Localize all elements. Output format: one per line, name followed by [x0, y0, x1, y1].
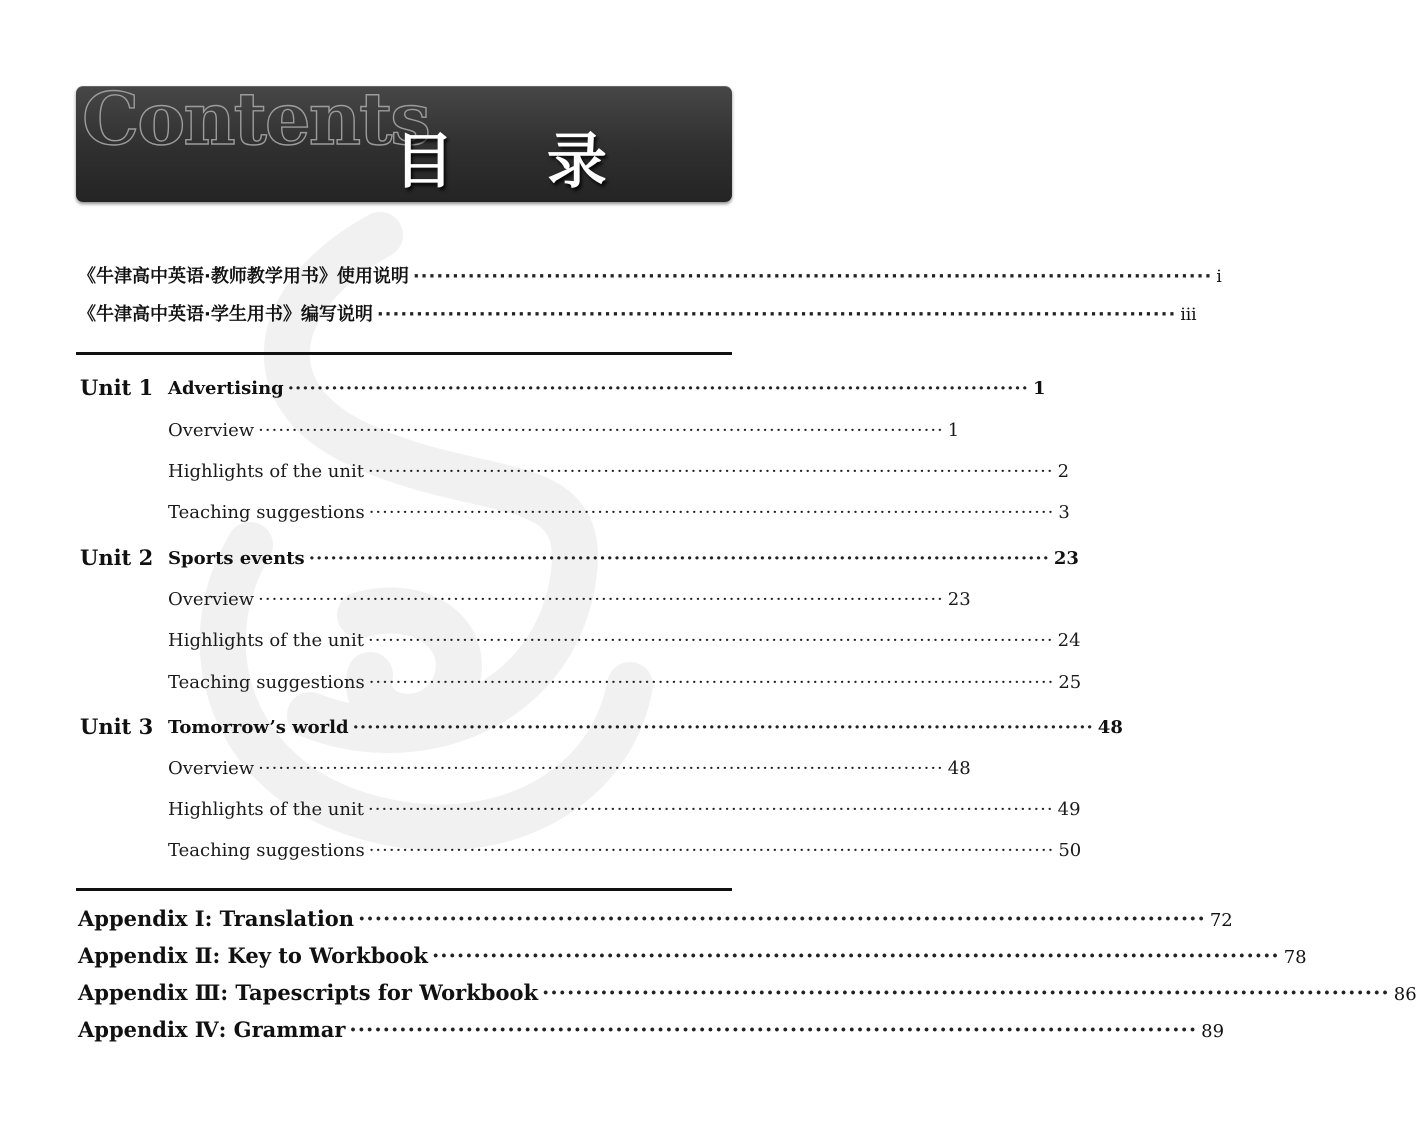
toc-entry-unit-3[interactable]	[168, 717, 1123, 738]
toc-entry-page: 25	[1058, 672, 1082, 693]
toc-entry-label: Highlights of the unit	[168, 799, 364, 820]
toc-entry-label: 《牛津高中英语·教师教学用书》使用说明	[78, 266, 409, 287]
toc-entry-label: Highlights of the unit	[168, 461, 364, 482]
toc-entry-label: Overview	[168, 420, 255, 441]
dot-leader: ······································································································	[368, 672, 1055, 693]
toc-entry-label: Overview	[168, 589, 255, 610]
toc-entry-page: 89	[1201, 1021, 1225, 1042]
toc-entry-unit-3-highlights[interactable]	[168, 799, 1081, 820]
section-divider	[76, 352, 732, 355]
unit-2-tag: Unit 2	[80, 545, 154, 570]
toc-entry-label: Appendix Ⅳ: Grammar	[78, 1017, 346, 1042]
toc-entry-unit-2-teaching[interactable]	[168, 672, 1082, 693]
dot-leader: ······································································································	[258, 420, 944, 441]
toc-entry-unit-1-overview[interactable]	[168, 420, 960, 441]
toc-entry-label: Overview	[168, 758, 255, 779]
toc-entry-page: 78	[1283, 947, 1307, 968]
toc-entry-label: Tomorrow’s world	[168, 717, 349, 738]
toc-entry-unit-3-overview[interactable]	[168, 758, 971, 779]
dot-leader: ······································································································	[287, 378, 1029, 399]
toc-entry-label: Sports events	[168, 548, 305, 569]
dot-leader: ······································································································	[368, 630, 1054, 651]
toc-entry-label: Teaching suggestions	[168, 672, 365, 693]
toc-entry-label: Teaching suggestions	[168, 502, 365, 523]
toc-entry-page: 86	[1393, 984, 1417, 1005]
toc-entry-label: Appendix Ⅲ: Tapescripts for Workbook	[78, 980, 539, 1005]
dot-leader: ······································································································	[368, 799, 1054, 820]
dot-leader: ······································································································	[431, 943, 1280, 968]
toc-entry-page: 3	[1058, 502, 1070, 523]
toc-entry-page: 1	[1032, 378, 1046, 399]
toc-entry-page: 49	[1057, 799, 1081, 820]
contents-banner	[76, 76, 732, 202]
toc-entry-label: 《牛津高中英语·学生用书》编写说明	[78, 304, 373, 325]
toc-entry-appendix-3[interactable]	[78, 980, 1417, 1005]
dot-leader: ······································································································	[352, 717, 1094, 738]
toc-entry-appendix-2[interactable]	[78, 943, 1307, 968]
toc-entry-page: 50	[1058, 840, 1082, 861]
toc-entry-appendix-1[interactable]	[78, 906, 1233, 931]
toc-entry-page: 1	[947, 420, 960, 441]
toc-entry-intro-teacher[interactable]	[78, 262, 1222, 288]
toc-entry-label: Highlights of the unit	[168, 630, 364, 651]
toc-entry-page: 23	[947, 589, 971, 610]
toc-entry-intro-student[interactable]	[78, 300, 1197, 326]
toc-entry-appendix-4[interactable]	[78, 1017, 1225, 1042]
dot-leader: ······································································································	[368, 502, 1055, 523]
dot-leader: ······································································································	[542, 980, 1390, 1005]
toc-entry-page: i	[1216, 267, 1222, 287]
toc-entry-page: 24	[1057, 630, 1081, 651]
dot-leader: ······································································································	[376, 304, 1177, 325]
toc-entry-label: Appendix I: Translation	[78, 906, 355, 931]
unit-3-tag: Unit 3	[80, 714, 154, 739]
dot-leader: ······································································································	[258, 589, 944, 610]
unit-1-tag: Unit 1	[80, 375, 154, 400]
dot-leader: ······································································································	[358, 906, 1206, 931]
toc-entry-label: Appendix Ⅱ: Key to Workbook	[78, 943, 428, 968]
toc-entry-unit-2-overview[interactable]	[168, 589, 971, 610]
dot-leader: ······································································································	[368, 461, 1054, 482]
toc-entry-page: 72	[1209, 910, 1233, 931]
toc-entry-unit-1-highlights[interactable]	[168, 461, 1070, 482]
toc-entry-unit-1[interactable]	[168, 378, 1046, 399]
toc-entry-page: 48	[1097, 717, 1123, 738]
toc-entry-page: 23	[1053, 548, 1079, 569]
toc-entry-unit-2[interactable]	[168, 548, 1079, 569]
toc-entry-unit-3-teaching[interactable]	[168, 840, 1082, 861]
dot-leader: ······································································································	[258, 758, 944, 779]
dot-leader: ······································································································	[349, 1017, 1198, 1042]
toc-entry-label: Teaching suggestions	[168, 840, 365, 861]
toc-entry-page: 2	[1057, 461, 1070, 482]
toc-entry-unit-1-teaching[interactable]	[168, 502, 1070, 523]
toc-entry-page: 48	[947, 758, 971, 779]
toc-entry-unit-2-highlights[interactable]	[168, 630, 1081, 651]
dot-leader: ······································································································	[412, 266, 1213, 287]
toc-entry-page: iii	[1180, 305, 1197, 325]
contents-title-en: Contents	[82, 76, 429, 161]
dot-leader: ······································································································	[368, 840, 1055, 861]
toc-entry-label: Advertising	[168, 378, 284, 399]
contents-title-zh: 目 录	[394, 127, 643, 197]
dot-leader: ······································································································	[308, 548, 1050, 569]
section-divider	[76, 888, 732, 891]
